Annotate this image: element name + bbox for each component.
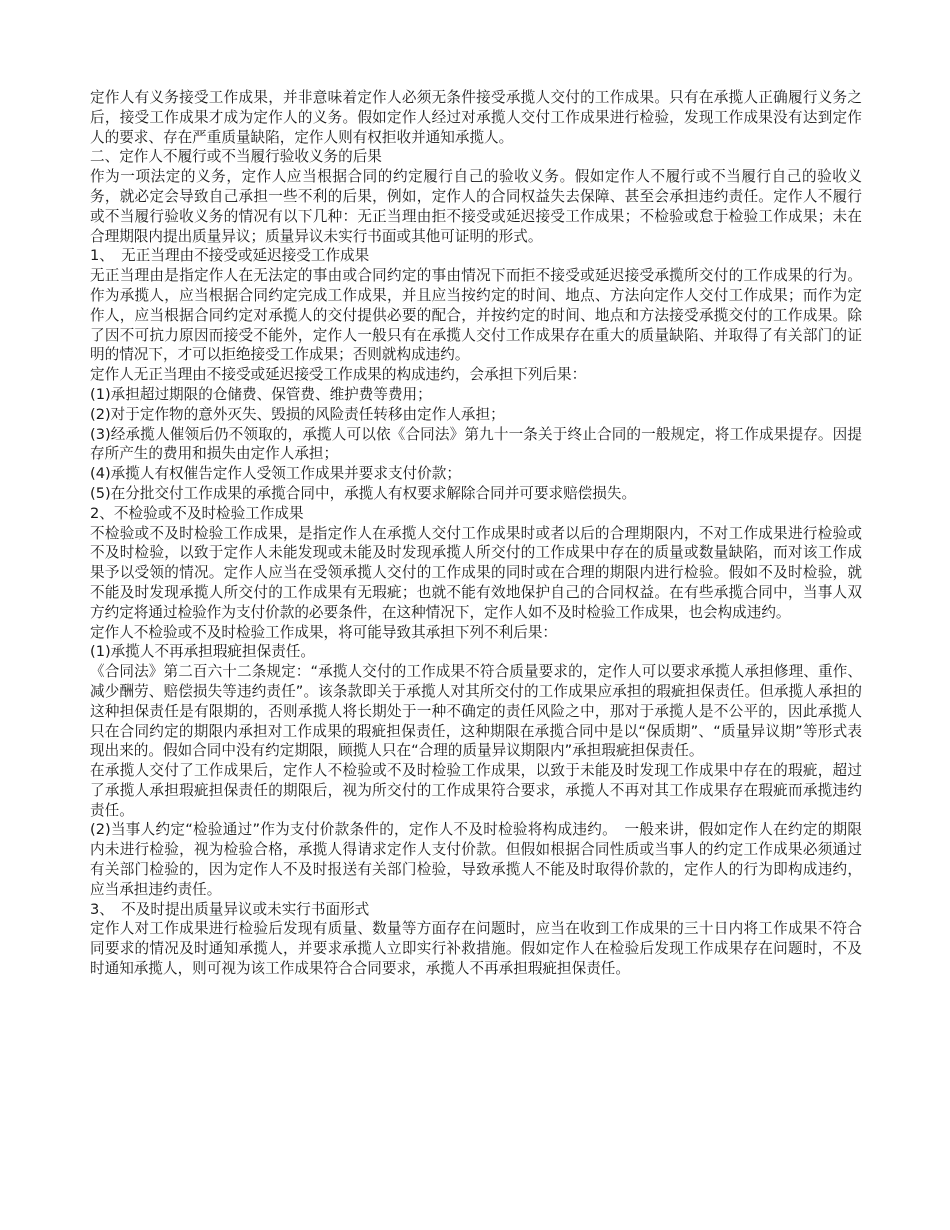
paragraph-definition: 无正当理由是指定作人在无法定的事由或合同约定的事由情况下而拒不接受或延迟接受承揽所交付的工作成果的行为。作为承揽人，应当根据合同约定完成工作成果，并且应当按约定的时间、地点、方法向定作人交付工作成果；而作为定作人，应当根据合同约定对承揽人的交付提供必要的配合，并按约定的时间、地点和方法接受承揽交付的工作成果。除了因不可抗力原因而接受不能外，定作人一般只有在承揽人交付工作成果存在重大的质量缺陷、并取得了有关部门的证明的情况下，才可以拒绝接受工作成果；否则就构成违约。 <box>90 267 862 364</box>
list-item: (5)在分批交付工作成果的承揽合同中，承揽人有权要求解除合同并可要求赔偿损失。 <box>90 484 637 502</box>
paragraph-inspection: 不检验或不及时检验工作成果，是指定作人在承揽人交付工作成果时或者以后的合理期限内，不对工作成果进行检验或不及时检验，以致于定作人未能发现或未能及时发现承揽人所交付的工作成果中存在的质量或数量缺陷，而对该工作成果予以受领的情况。定作人应当在受领承揽人交付的工作成果的同时或在合理的期限内进行检验。假如不及时检验，就不能及时发现承揽人所交付的工作成果有无瑕疵；也就不能有效地保护自己的合同权益。在有些承揽合同中，当事人双方约定将通过检验作为支付价款的必要条件，在这种情况下，定作人如不及时检验工作成果，也会构成违约。 <box>90 524 862 621</box>
paragraph-obligation: 作为一项法定的义务，定作人应当根据合同的约定履行自己的验收义务。假如定作人不履行或不当履行自己的验收义务，就必定会导致自己承担一些不利的后果，例如，定作人的合同权益失去保障、甚至会承担违约责任。定作人不履行或不当履行验收义务的情况有以下几种：无正当理由拒不接受或延迟接受工作成果；不检验或怠于检验工作成果；未在合理期限内提出质量异议；质量异议未实行书面或其他可证明的形式。 <box>90 168 862 245</box>
paragraph-inspection-consequences: 定作人不检验或不及时检验工作成果，将可能导致其承担下列不利后果： <box>90 623 558 641</box>
list-item: (2)当事人约定“检验通过”作为支付价款条件的，定作人不及时检验将构成违约。 一般来讲，假如定作人在约定的期限内未进行检验，视为检验合格，承揽人得请求定作人支付价款。但假如根据合同性质或当事人的约定工作成果必须通过有关部门检验的，因为定作人不及时报送有关部门检验，导致承揽人不能及时取得价款的，定作人的行为即构成违约，应当承担违约责任。 <box>90 821 862 898</box>
list-item: (2)对于定作物的意外灭失、毁损的风险责任转移由定作人承担； <box>90 405 505 423</box>
paragraph-intro: 定作人有义务接受工作成果，并非意味着定作人必须无条件接受承揽人交付的工作成果。只有在承揽人正确履行义务之后，接受工作成果才成为定作人的义务。假如定作人经过对承揽人交付工作成果进行检验，发现工作成果没有达到定作人的要求、存在严重质量缺陷，定作人则有权拒收并通知承揽人。 <box>90 89 862 146</box>
paragraph-after-delivery: 在承揽人交付了工作成果后，定作人不检验或不及时检验工作成果，以致于未能及时发现工作成果中存在的瑕疵，超过了承揽人承担瑕疵担保责任的期限后，视为所交付的工作成果符合要求，承揽人不再对其工作成果存在瑕疵而承揽违约责任。 <box>90 762 862 819</box>
list-item: (1)承担超过期限的仓储费、保管费、维护费等费用； <box>90 385 432 403</box>
list-item: (3)经承揽人催领后仍不领取的，承揽人可以依《合同法》第九十一条关于终止合同的一般规定，将工作成果提存。因提存所产生的费用和损失由定作人承担； <box>90 425 862 463</box>
subheading-2: 2、不检验或不及时检验工作成果 <box>90 504 304 522</box>
document-body <box>90 88 862 979</box>
paragraph-quality-objection: 定作人对工作成果进行检验后发现有质量、数量等方面存在问题时，应当在收到工作成果的三十日内将工作成果不符合同要求的情况及时通知承揽人，并要求承揽人立即实行补救措施。假如定作人在检验后发现工作成果存在问题时，不及时通知承揽人，则可视为该工作成果符合合同要求，承揽人不再承担瑕疵担保责任。 <box>90 920 862 978</box>
paragraph-consequences-intro: 定作人无正当理由不接受或延迟接受工作成果的构成违约，会承担下列后果： <box>90 366 587 384</box>
paragraph-contract-law: 《合同法》第二百六十二条规定：“承揽人交付的工作成果不符合质量要求的，定作人可以要求承揽人承担修理、重作、减少酬劳、赔偿损失等违约责任”。该条款即关于承揽人对其所交付的工作成果应承担的瑕疵担保责任。但承揽人承担的这种担保责任是有限期的，否则承揽人将长期处于一种不确定的责任风险之中，那对于承揽人是不公平的，因此承揽人只在合同约定的期限内承担对工作成果的瑕疵担保责任，这种期限在承揽合同中是以“保质期”、“质量异议期”等形式表现出来的。假如合同中没有约定期限，顾揽人只在“合理的质量异议期限内”承担瑕疵担保责任。 <box>90 663 862 760</box>
subheading-1: 1、 无正当理由不接受或延迟接受工作成果 <box>90 247 370 265</box>
list-item: (1)承揽人不再承担瑕疵担保责任。 <box>90 643 315 661</box>
subheading-3: 3、 不及时提出质量异议或未实行书面形式 <box>90 900 370 918</box>
list-item: (4)承揽人有权催告定作人受领工作成果并要求支付价款； <box>90 465 461 483</box>
section-heading-2: 二、定作人不履行或不当履行验收义务的后果 <box>90 148 382 166</box>
